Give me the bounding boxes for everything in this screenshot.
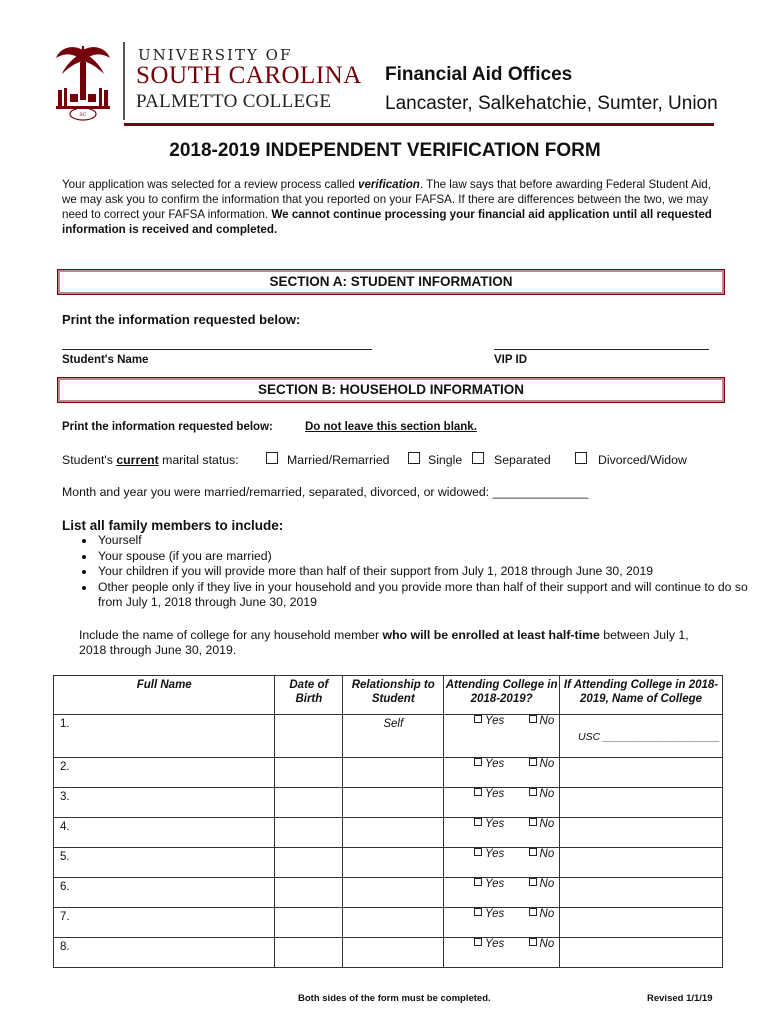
student-name-label: Student's Name [62, 354, 149, 366]
col-attending: Attending College in 2018-2019? [444, 676, 560, 715]
yes-checkbox[interactable] [474, 758, 482, 766]
yes-checkbox[interactable] [474, 938, 482, 946]
office-campuses: Lancaster, Salkehatchie, Sumter, Union [385, 93, 718, 114]
no-option[interactable]: No [504, 758, 554, 770]
college-name-cell[interactable] [560, 878, 723, 908]
university-of-text: UNIVERSITY OF [138, 46, 293, 64]
yes-option[interactable]: Yes [444, 818, 504, 830]
divorced-label: Divorced/Widow [598, 453, 687, 467]
attending-cell [444, 908, 560, 938]
no-checkbox[interactable] [529, 715, 537, 723]
yes-option[interactable]: Yes [444, 878, 504, 890]
college-name-cell[interactable] [560, 818, 723, 848]
no-option[interactable]: No [504, 788, 554, 800]
yes-checkbox[interactable] [474, 908, 482, 916]
table-row [54, 818, 723, 848]
no-option[interactable]: No [504, 848, 554, 860]
married-checkbox[interactable] [266, 452, 278, 464]
row-number: 7. [60, 911, 70, 923]
yes-option[interactable]: Yes [444, 938, 504, 950]
no-checkbox[interactable] [529, 758, 537, 766]
college-name-value: USC ____________________ [578, 731, 720, 743]
list-item: • Other people only if they live in your household and you provide more than half of their support and will continue to do so from July 1, 2018 through June 30, 2019 [96, 580, 756, 611]
header-rule [124, 123, 714, 126]
single-checkbox[interactable] [408, 452, 420, 464]
no-checkbox[interactable] [529, 848, 537, 856]
table-row [54, 715, 723, 758]
attending-cell [444, 878, 560, 908]
dob-cell[interactable] [275, 788, 343, 818]
no-option[interactable]: No [504, 938, 554, 950]
yes-checkbox[interactable] [474, 788, 482, 796]
no-option[interactable]: No [504, 908, 554, 920]
full-name-cell[interactable] [54, 938, 275, 968]
full-name-cell[interactable] [54, 818, 275, 848]
marriage-date-blank[interactable]: ______________ [492, 485, 589, 499]
row-number: 2. [60, 761, 70, 773]
row-number: 1. [60, 718, 70, 730]
relationship-cell[interactable] [343, 715, 444, 758]
relationship-cell[interactable] [343, 908, 444, 938]
attending-cell [444, 818, 560, 848]
no-checkbox[interactable] [529, 818, 537, 826]
marital-status-label: Student's current marital status: [62, 453, 239, 467]
dob-cell[interactable] [275, 938, 343, 968]
college-name-cell[interactable] [560, 938, 723, 968]
row-number: 4. [60, 821, 70, 833]
married-label: Married/Remarried [287, 453, 390, 467]
row-number: 3. [60, 791, 70, 803]
student-name-line[interactable] [62, 349, 372, 350]
row-number: 5. [60, 851, 70, 863]
table-row [54, 878, 723, 908]
form-title: 2018-2019 INDEPENDENT VERIFICATION FORM [169, 140, 601, 161]
vip-id-label: VIP ID [494, 354, 528, 366]
svg-text:SC: SC [79, 112, 87, 118]
yes-checkbox[interactable] [474, 818, 482, 826]
no-checkbox[interactable] [529, 938, 537, 946]
college-name-cell[interactable] [560, 848, 723, 878]
relationship-cell[interactable] [343, 818, 444, 848]
vip-id-line[interactable] [494, 349, 709, 350]
college-name-cell[interactable] [560, 788, 723, 818]
section-b-warning: Do not leave this section blank. [305, 421, 477, 433]
col-full-name: Full Name [54, 676, 275, 715]
no-option[interactable]: No [504, 818, 554, 830]
university-name: SOUTH CAROLINA [136, 62, 362, 89]
no-option[interactable]: No [504, 715, 554, 727]
no-checkbox[interactable] [529, 878, 537, 886]
no-option[interactable]: No [504, 878, 554, 890]
intro-paragraph: Your application was selected for a review process called verification. The law says that before awarding Federal Student Aid, we may ask you to confirm the information that you reported on your FAFSA. If there are differences between the two, we may need to correct your FAFSA information. We cannot continue processing your financial aid application until all requested information is received and completed. [62, 178, 712, 236]
divorced-checkbox[interactable] [575, 452, 587, 464]
table-row [54, 908, 723, 938]
yes-option[interactable]: Yes [444, 758, 504, 770]
college-name: PALMETTO COLLEGE [136, 91, 332, 112]
palmetto-seal-logo [52, 42, 114, 122]
dob-cell[interactable] [275, 878, 343, 908]
logo-divider [123, 42, 125, 120]
yes-option[interactable]: Yes [444, 848, 504, 860]
dob-cell[interactable] [275, 908, 343, 938]
single-label: Single [428, 453, 463, 467]
section-b-instruction: Print the information requested below: [62, 421, 273, 433]
section-a-instruction: Print the information requested below: [62, 312, 301, 327]
relationship-cell[interactable] [343, 848, 444, 878]
yes-checkbox[interactable] [474, 715, 482, 723]
section-b-header: SECTION B: HOUSEHOLD INFORMATION [58, 378, 724, 402]
yes-checkbox[interactable] [474, 848, 482, 856]
full-name-cell[interactable] [54, 758, 275, 788]
marriage-date-question: Month and year you were married/remarried, separated, divorced, or widowed: ______________ [62, 485, 589, 499]
relationship-cell[interactable] [343, 758, 444, 788]
table-row [54, 848, 723, 878]
yes-checkbox[interactable] [474, 878, 482, 886]
full-name-cell[interactable] [54, 788, 275, 818]
full-name-cell[interactable] [54, 908, 275, 938]
no-checkbox[interactable] [529, 908, 537, 916]
full-name-cell[interactable] [54, 848, 275, 878]
college-name-cell[interactable] [560, 908, 723, 938]
row-number: 8. [60, 941, 70, 953]
yes-option[interactable]: Yes [444, 788, 504, 800]
full-name-cell[interactable] [54, 715, 275, 758]
attending-cell [444, 848, 560, 878]
college-note: Include the name of college for any household member who will be enrolled at least half-time between July 1, 2018 through June 30, 2019. [79, 628, 689, 657]
attending-cell [444, 788, 560, 818]
relationship-cell[interactable] [343, 938, 444, 968]
separated-checkbox[interactable] [472, 452, 484, 464]
footer-note: Both sides of the form must be completed. [298, 993, 491, 1004]
relationship-cell[interactable] [343, 878, 444, 908]
attending-cell [444, 715, 560, 758]
dob-cell[interactable] [275, 818, 343, 848]
college-name-cell[interactable] [560, 758, 723, 788]
office-title: Financial Aid Offices [385, 64, 573, 85]
revised-date: Revised 1/1/19 [647, 993, 713, 1004]
table-row [54, 938, 723, 968]
separated-label: Separated [494, 453, 551, 467]
attending-cell [444, 938, 560, 968]
full-name-cell[interactable] [54, 878, 275, 908]
col-relationship: Relationship to Student [343, 676, 444, 715]
table-header-row [54, 676, 723, 715]
col-college-name: If Attending College in 2018-2019, Name of College [560, 676, 723, 715]
attending-cell [444, 758, 560, 788]
list-item: • Yourself [96, 533, 756, 549]
dob-cell[interactable] [275, 715, 343, 758]
table-row [54, 758, 723, 788]
no-checkbox[interactable] [529, 788, 537, 796]
relationship-value: Self [383, 718, 404, 730]
list-item: • Your children if you will provide more than half of their support from July 1, 2018 through June 30, 2019 [96, 564, 756, 580]
dob-cell[interactable] [275, 848, 343, 878]
table-row [54, 788, 723, 818]
dob-cell[interactable] [275, 758, 343, 788]
college-name-cell[interactable] [560, 715, 723, 758]
row-number: 6. [60, 881, 70, 893]
family-members-list [62, 533, 756, 611]
relationship-cell[interactable] [343, 788, 444, 818]
yes-option[interactable]: Yes [444, 908, 504, 920]
col-date-of-birth: Date of Birth [275, 676, 343, 715]
section-a-header: SECTION A: STUDENT INFORMATION [58, 270, 724, 294]
yes-option[interactable]: Yes [444, 715, 504, 727]
family-heading: List all family members to include: [62, 518, 284, 533]
list-item: • Your spouse (if you are married) [96, 549, 756, 565]
household-members-table [53, 675, 723, 968]
